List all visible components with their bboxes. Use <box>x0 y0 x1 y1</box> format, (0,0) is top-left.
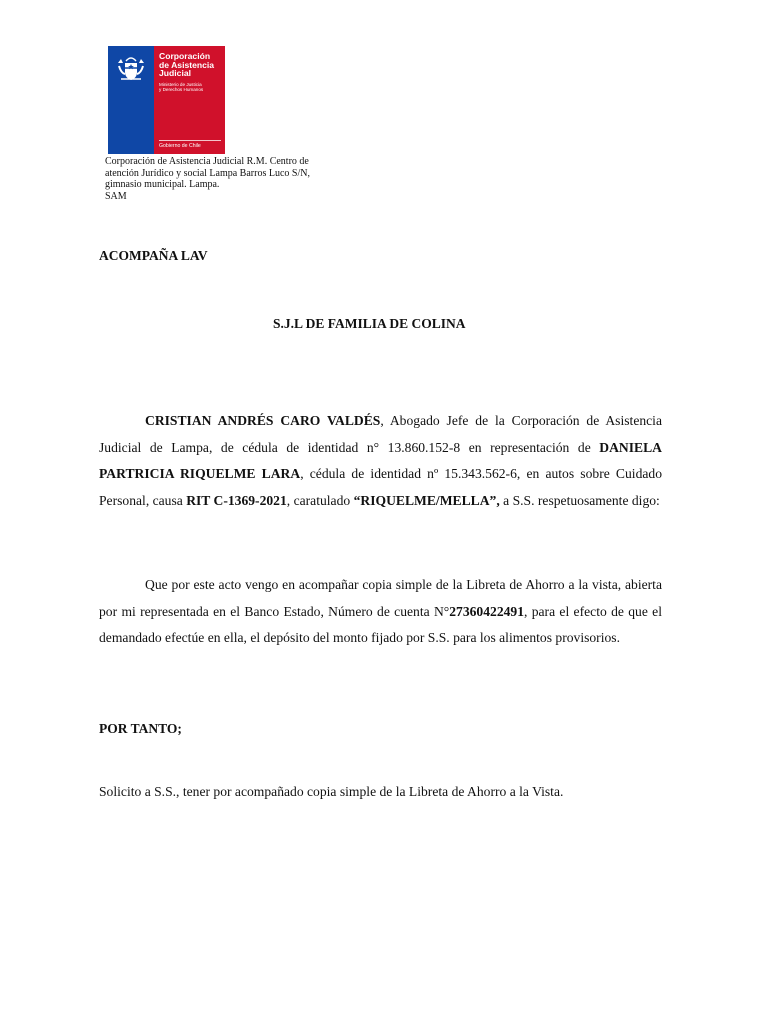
account-prefix: N° <box>433 603 450 619</box>
account-number: 27360422491 <box>449 603 524 619</box>
corporation-logo <box>108 46 225 154</box>
logo-title-line: Judicial <box>159 68 191 78</box>
logo-title-line: Corporación <box>159 51 211 61</box>
address-line: gimnasio municipal. Lampa. <box>105 179 220 190</box>
body-text: Que por este acto vengo en acompañar copia simple de la Libreta de Ahorro a la vista, abierta por mi representada en el Banco Estado, Número de cuenta <box>99 577 662 619</box>
logo-blue-panel <box>108 46 154 154</box>
request-paragraph: Solicito a S.S., tener por acompañado copia simple de la Libreta de Ahorro a la Vista. <box>99 784 564 799</box>
intro-paragraph <box>99 408 662 514</box>
intro-text: a S.S. respetuosamente digo: <box>499 492 660 508</box>
logo-subtitle-line: y Derechos Humanos <box>159 87 204 92</box>
logo-subtitle-line: Ministerio de Justicia <box>159 82 202 87</box>
intro-text: , caratulado <box>286 492 354 508</box>
document-subject: ACOMPAÑA LAV <box>99 248 208 263</box>
case-title: “RIQUELME/MELLA”, <box>353 492 500 508</box>
address-line: atención Jurídico y social Lampa Barros Luco S/N, <box>105 167 310 179</box>
logo-red-panel <box>154 46 225 154</box>
intro-text: , Abogado Jefe de la Corporación de Asistencia Judicial de Lampa, de cédula de identidad n° 13.860.152-8 en representación de <box>99 413 662 455</box>
court-heading: S.J.L DE FAMILIA DE COLINA <box>273 316 466 331</box>
logo-title-line: de Asistencia <box>159 59 215 70</box>
logo-divider <box>159 140 221 141</box>
body-paragraph <box>99 572 662 652</box>
client-name: DANIELA PARTRICIA RIQUELME LARA <box>99 439 662 481</box>
address-line: SAM <box>105 190 127 202</box>
lawyer-name: CRISTIAN ANDRÉS CARO VALDÉS <box>145 413 381 428</box>
coat-of-arms-icon <box>115 54 147 84</box>
case-rit: RIT C-1369-2021 <box>186 492 287 508</box>
logo-footer: Gobierno de Chile <box>159 143 201 149</box>
office-address <box>105 156 335 202</box>
body-text: , para el efecto de que el demandado efectúe en ella, el depósito del monto fijado por S.S. para los alimentos provisorios. <box>99 603 662 645</box>
intro-text: , cédula de identidad nº 15.343.562-6, en autos sobre Cuidado Personal, causa <box>99 466 662 508</box>
therefore-heading: POR TANTO; <box>99 721 182 736</box>
address-line: Corporación de Asistencia Judicial R.M. Centro de <box>105 156 309 167</box>
logo-title <box>159 52 222 78</box>
logo-subtitle <box>159 82 223 92</box>
